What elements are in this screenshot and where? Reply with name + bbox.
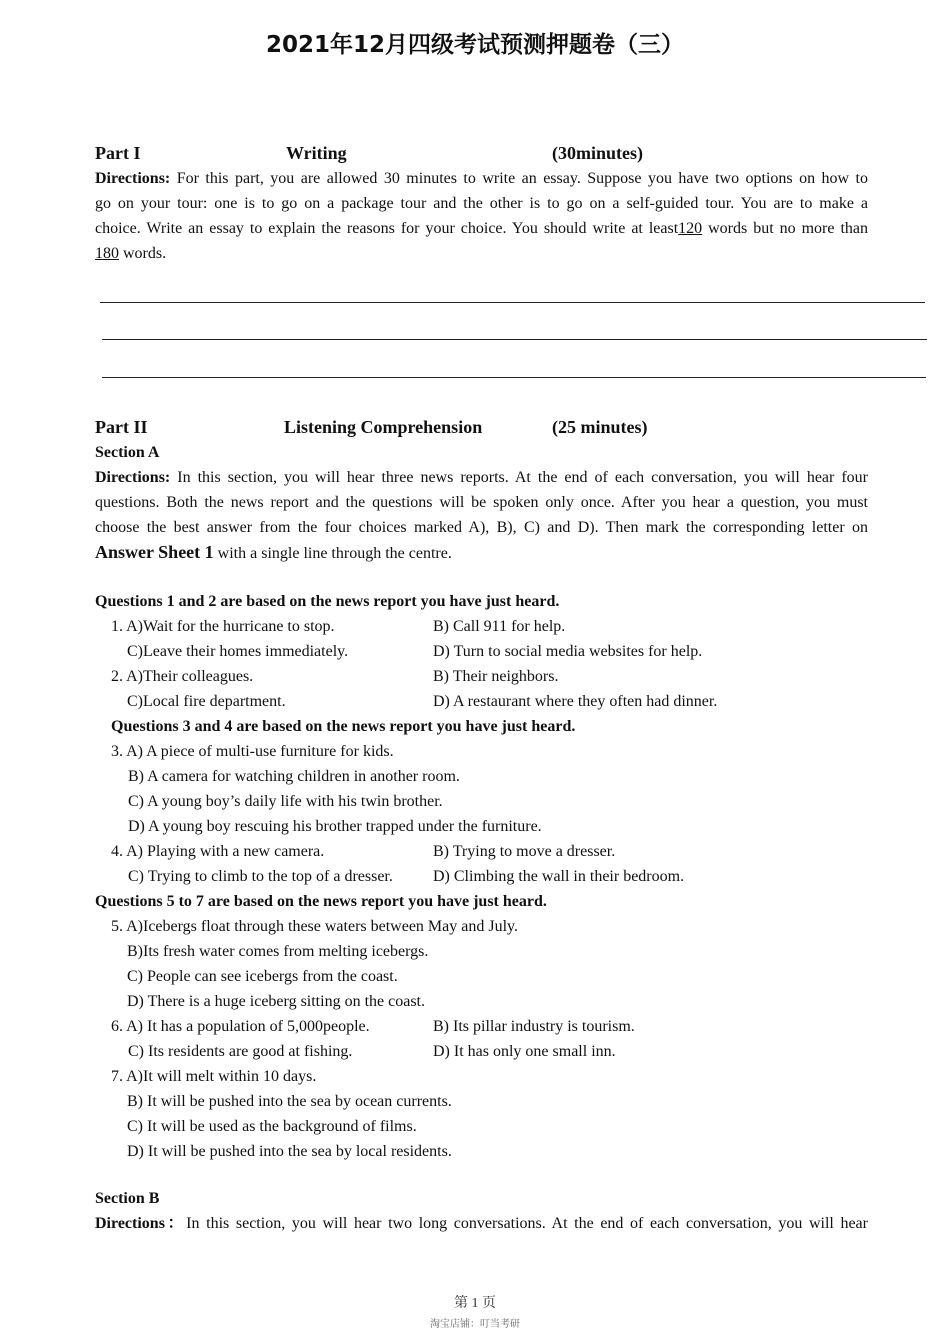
text: For this part, you are allowed 30 minutes to write an essay. Suppose you have two options on how to: [176, 170, 869, 187]
part1-directions-line: go on your tour: one is to go on a package tour and the other is to go on a self-guided tour. You are to make a: [95, 195, 868, 212]
part1-time: (30minutes): [552, 143, 643, 163]
question-group-header: Questions 1 and 2 are based on the news report you have just heard.: [95, 593, 560, 610]
text: with a single line through the centre.: [213, 545, 452, 562]
part2-label: Part II: [95, 417, 148, 437]
option: 7. A)It will melt within 10 days.: [111, 1068, 317, 1085]
option: C) Its residents are good at fishing.: [128, 1043, 353, 1060]
part2-time: (25 minutes): [552, 417, 648, 437]
option: C) A young boy’s daily life with his twin brother.: [128, 793, 443, 810]
page-number: 第 1 页: [454, 1296, 496, 1311]
option: D) It has only one small inn.: [433, 1043, 616, 1060]
part2-directions-line: choose the best answer from the four choices marked A), B), C) and D). Then mark the corresponding letter on: [95, 519, 868, 536]
section-a-heading: Section A: [95, 444, 160, 461]
option: 5. A)Icebergs float through these waters between May and July.: [111, 918, 518, 935]
part2-directions-line: questions. Both the news report and the questions will be spoken only once. After you hear a question, you must: [95, 494, 868, 511]
option: C) People can see icebergs from the coast.: [127, 968, 398, 985]
text: In this section, you will hear two long conversations. At the end of each conversation, you will hear: [186, 1215, 868, 1232]
option: C) It will be used as the background of films.: [127, 1118, 417, 1135]
directions-label: Directions:: [95, 170, 171, 187]
option: B) A camera for watching children in another room.: [128, 768, 460, 785]
option: D) There is a huge iceberg sitting on the coast.: [127, 993, 425, 1010]
part2-directions-line: [95, 540, 868, 565]
text: In this section, you will hear three news reports. At the end of each conversation, you will hear four: [177, 469, 869, 486]
option: B) Their neighbors.: [433, 668, 559, 685]
question-group-header: Questions 5 to 7 are based on the news report you have just heard.: [95, 893, 547, 910]
option: B) Trying to move a dresser.: [433, 843, 616, 860]
section-b-directions-line: [95, 1211, 868, 1236]
answer-rule: [102, 339, 927, 340]
option: D) Turn to social media websites for help.: [433, 643, 703, 660]
page-title: 2021年12月四级考试预测押题卷（三）: [265, 32, 685, 58]
text: words but no more than: [702, 220, 868, 237]
option: D) Climbing the wall in their bedroom.: [433, 868, 685, 885]
min-words: 120: [678, 220, 703, 237]
answer-rule: [102, 377, 926, 378]
part1-name: Writing: [286, 143, 347, 163]
part1-label: Part I: [95, 143, 141, 163]
option: 3. A) A piece of multi-use furniture for kids.: [111, 743, 394, 760]
section-b-heading: Section B: [95, 1190, 160, 1207]
option: B) It will be pushed into the sea by ocean currents.: [127, 1093, 452, 1110]
answer-rule: [100, 302, 925, 303]
option: D) It will be pushed into the sea by local residents.: [127, 1143, 452, 1160]
option: C)Local fire department.: [127, 693, 286, 710]
option: B)Its fresh water comes from melting icebergs.: [127, 943, 429, 960]
max-words: 180: [95, 245, 119, 262]
option: B) Its pillar industry is tourism.: [433, 1018, 635, 1035]
option: 1. A)Wait for the hurricane to stop.: [111, 618, 335, 635]
answer-sheet-label: Answer Sheet 1: [95, 542, 214, 562]
directions-label: Directions：: [95, 1215, 187, 1232]
part1-directions-line: [95, 241, 868, 266]
text: words.: [119, 245, 167, 262]
question-group-header: Questions 3 and 4 are based on the news report you have just heard.: [111, 718, 576, 735]
part1-directions-line: [95, 216, 868, 241]
option: 2. A)Their colleagues.: [111, 668, 254, 685]
option: D) A young boy rescuing his brother trapped under the furniture.: [128, 818, 542, 835]
part2-name: Listening Comprehension: [284, 417, 483, 437]
option: 6. A) It has a population of 5,000people.: [111, 1018, 370, 1035]
part2-directions-line: [95, 465, 868, 490]
option: 4. A) Playing with a new camera.: [111, 843, 325, 860]
text: choice. Write an essay to explain the reasons for your choice. You should write at least: [95, 220, 679, 237]
directions-label: Directions:: [95, 469, 171, 486]
option: C)Leave their homes immediately.: [127, 643, 349, 660]
part1-directions-line: [95, 166, 868, 191]
shop-watermark: 淘宝店铺：叮当考研: [430, 1319, 520, 1330]
option: C) Trying to climb to the top of a dresser.: [128, 868, 393, 885]
option: D) A restaurant where they often had dinner.: [433, 693, 718, 710]
option: B) Call 911 for help.: [433, 618, 566, 635]
